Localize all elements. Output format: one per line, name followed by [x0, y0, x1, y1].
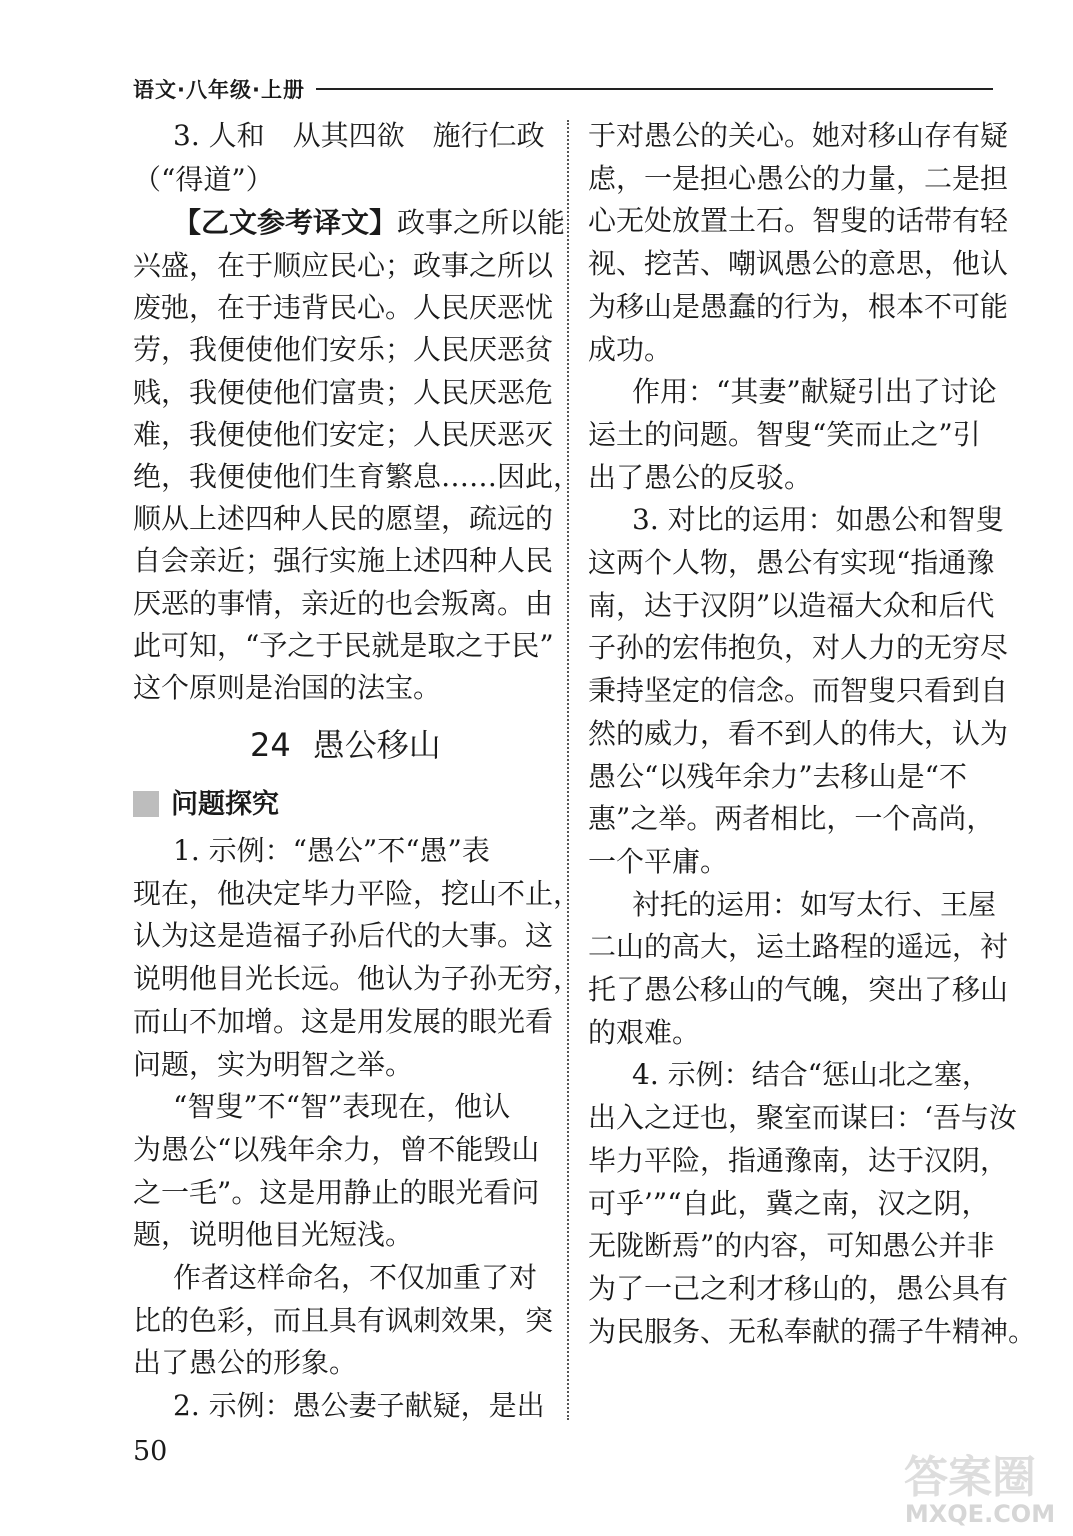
translation-text: 政事之所以能: [397, 206, 566, 239]
text-line: 1. 示例：“愚公”不“愚”表: [173, 834, 490, 867]
text-line: 此可知，“予之于民就是取之于民”: [133, 628, 554, 662]
text-line: 无陇断焉”的内容，可知愚公并非: [588, 1229, 995, 1263]
text-line: 为民服务、无私奉献的孺子牛精神。: [588, 1314, 1037, 1348]
text-line: 视、挖苦、嘲讽愚公的意思，他认: [588, 247, 1009, 281]
text-line: 惠”之举。两者相比，一个高尚，: [588, 802, 995, 836]
section-number: 24: [250, 726, 291, 764]
heading-box-icon: [133, 791, 159, 817]
text-line: 愚公“以残年余力”去移山是“不: [588, 759, 967, 793]
text-line: 子孙的宏伟抱负，对人力的无穷尽: [588, 631, 1009, 665]
text-line: 认为这是造福子孙后代的大事。这: [133, 919, 554, 953]
text-line: 这个原则是治国的法宝。: [133, 671, 442, 704]
text-line: 顺从上述四种人民的愿望，疏远的: [133, 502, 554, 536]
text-line: 出了愚公的形象。: [133, 1346, 358, 1380]
text-line: 虑，一是担心愚公的力量，二是担: [588, 161, 1009, 195]
section-name: 愚公移山: [312, 726, 441, 764]
header-title: 语文·八年级·上册: [133, 78, 305, 102]
text-line: 出入之迂也，聚室而谋曰：‘吾与汝: [588, 1101, 1017, 1135]
text-line: 4. 示例：结合“惩山北之塞，: [632, 1058, 990, 1092]
text-line: 一个平庸。: [588, 844, 729, 878]
section-title: [250, 722, 441, 768]
text-line: 的艰难。: [588, 1015, 701, 1049]
text-line: 自会亲近；强行实施上述四种人民: [133, 544, 554, 578]
text-line: 之一毛”。这是用静止的眼光看问: [133, 1175, 540, 1209]
text-line: 比的色彩，而且具有讽刺效果，突: [133, 1303, 554, 1337]
inquiry-heading-text: 问题探究: [171, 789, 279, 820]
text-line: 心无处放置土石。智叟的话带有轻: [588, 204, 1009, 238]
text-line: 秉持坚定的信念。而智叟只看到自: [588, 674, 1009, 708]
text-line: 为了一己之利才移山的，愚公具有: [588, 1271, 1009, 1305]
text-line: 问题，实为明智之举。: [133, 1047, 414, 1081]
text-line: 而山不加增。这是用发展的眼光看: [133, 1004, 554, 1038]
text-line: 难，我便使他们安定；人民厌恶灭: [133, 417, 554, 451]
translation-first-line: [173, 202, 583, 244]
text-line: 衬托的运用：如写太行、王屋: [632, 887, 997, 921]
text-line: 兴盛，在于顺应民心；政事之所以: [133, 249, 554, 282]
answer-3-line: （“得道”）: [133, 163, 274, 196]
text-line: 为愚公“以残年余力，曾不能毁山: [133, 1132, 540, 1166]
text-line: 厌恶的事情，亲近的也会叛离。由: [133, 586, 554, 620]
text-line: 运土的问题。智叟“笑而止之”引: [588, 417, 981, 451]
inquiry-heading: [133, 785, 279, 825]
text-line: 劳，我便使他们安乐；人民厌恶贫: [133, 333, 554, 367]
text-line: 出了愚公的反驳。: [588, 460, 813, 494]
watermark-text: 答案圈: [904, 1452, 1036, 1503]
text-line: 贱，我便使他们富贵；人民厌恶危: [133, 375, 554, 409]
text-line: 毕力平险，指通豫南，达于汉阴，: [588, 1143, 1009, 1177]
watermark-logo: [880, 1448, 1060, 1528]
text-line: 成功。: [588, 332, 673, 366]
translation-label: 【乙文参考译文】: [173, 206, 398, 239]
text-line: 可乎’”“自此，冀之南，汉之阴，: [588, 1186, 990, 1220]
text-line: 绝，我便使他们生育繁息……因此，: [133, 460, 582, 493]
header-rule: [316, 88, 993, 90]
text-line: “智叟”不“智”表现在，他认: [173, 1090, 511, 1124]
text-line: 废弛，在于违背民心。人民厌恶忧: [133, 291, 554, 325]
text-line: 说明他目光长远。他认为子孙无穷，: [133, 962, 582, 996]
text-line: 2. 示例：愚公妻子献疑，是出: [173, 1389, 545, 1423]
text-line: 这两个人物，愚公有实现“指通豫: [588, 546, 995, 579]
text-line: 作用：“其妻”献疑引出了讨论: [632, 375, 997, 409]
page-number: 50: [133, 1436, 168, 1467]
column-divider: [567, 120, 569, 1420]
text-line: 然的威力，看不到人的伟大，认为: [588, 716, 1009, 750]
text-line: 南，达于汉阴”以造福大众和后代: [588, 588, 995, 622]
text-line: 为移山是愚蠢的行为，根本不可能: [588, 289, 1009, 323]
text-line: 作者这样命名，不仅加重了对: [173, 1261, 538, 1294]
answer-3-line: 3. 人和 从其四欲 施行仁政: [173, 119, 545, 152]
text-line: 托了愚公移山的气魄，突出了移山: [588, 973, 1009, 1006]
page-header: [133, 72, 993, 106]
text-line: 题，说明他目光短浅。: [133, 1218, 414, 1252]
text-line: 于对愚公的关心。她对移山存有疑: [588, 119, 1009, 152]
text-line: 3. 对比的运用：如愚公和智叟: [632, 503, 1004, 537]
text-line: 现在，他决定毕力平险，挖山不止，: [133, 876, 582, 910]
text-line: 二山的高大，运土路程的遥远，衬: [588, 930, 1009, 964]
watermark-subtext: MXQE.COM: [904, 1500, 1056, 1528]
